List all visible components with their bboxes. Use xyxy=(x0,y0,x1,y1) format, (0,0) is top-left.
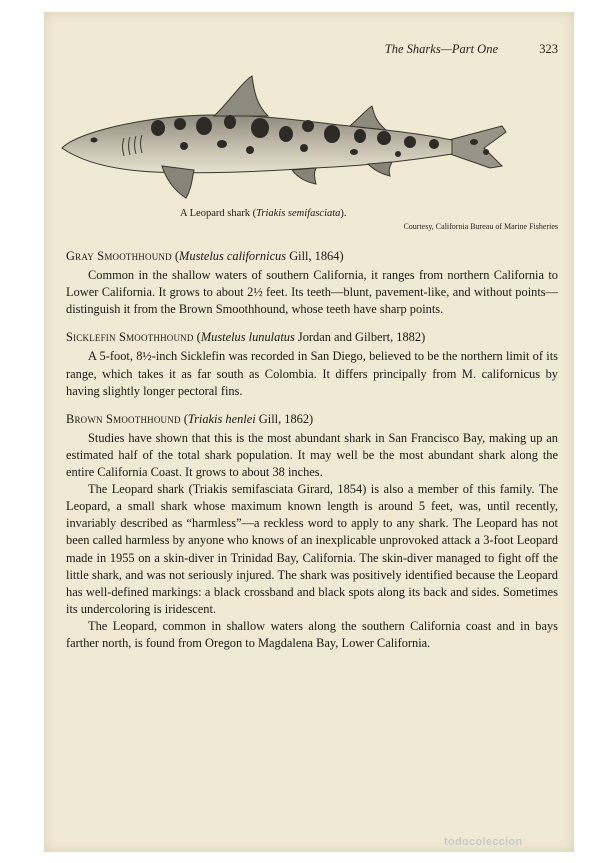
watermark: todocoleccion xyxy=(444,836,523,848)
first-dorsal-fin xyxy=(214,76,268,116)
page-header xyxy=(44,40,574,60)
caudal-fin xyxy=(449,126,506,168)
second-dorsal-fin xyxy=(350,106,386,130)
paragraph: A 5-foot, 8½-inch Sicklefin was recorded in San Diego, believed to be the northern limit of its range, which takes it as far south as Colombia. It differs principally from M. californicus by having slightly longer pectoral fins. xyxy=(66,349,558,398)
entry-heading-brown-smoothhound: Brown Smoothhound (Triakis henlei Gill, 1862) xyxy=(66,411,314,426)
page-number: 323 xyxy=(539,42,558,56)
running-title: The Sharks—Part One xyxy=(384,42,498,56)
pectoral-fin xyxy=(162,166,194,198)
figure-caption: A Leopard shark (Triakis semifasciata). xyxy=(180,208,347,219)
anal-fin xyxy=(368,162,392,176)
paragraph: Common in the shallow waters of southern California, it ranges from northern California to Lower California. It grows to about 2½ feet. Its teeth—blunt, pavement-like, and without points—distinguish it from the Brown Smoothhound, whose teeth have sharp points. xyxy=(66,268,558,317)
paragraph: The Leopard, common in shallow waters along the southern California coast and in bays farther north, is found from Oregon to Magdalena Bay, Lower California. xyxy=(66,618,558,650)
pelvic-fin xyxy=(292,168,316,184)
paragraph: The Leopard shark (Triakis semifasciata Girard, 1854) is also a member of this family. The Leopard, a small shark whose maximum known length is around 5 feet, was, until recently, invariably described as “harmless”—a reckless word to apply to any shark. The Leopard has not been called harmless by anyone who knows of an inexplicable unprovoked attack a 3-foot Leopard made in 1955 on a skin-diver in Trinidad Bay, California. The skin-diver managed to fight off the little shark, and was not seriously injured. The shark was positively identified because the Leopard has well-defined markings: a black crossband and black spots along its back and sides. Sometimes its undercoloring is iridescent. xyxy=(66,482,558,616)
paragraph: Studies have shown that this is the most abundant shark in San Francisco Bay, making up an estimated half of the total shark population. It may well be the most abundant shark along the entire California Coast. It grows to about 38 inches. xyxy=(66,430,558,480)
eye xyxy=(91,138,98,143)
body-text xyxy=(66,248,558,652)
book-page xyxy=(44,12,574,852)
leopard-shark-illustration xyxy=(54,62,514,202)
entry-heading-sicklefin-smoothhound: Sicklefin Smoothhound (Mustelus lunulatus Jordan and Gilbert, 1882) xyxy=(66,330,426,345)
entry-heading-gray-smoothhound: Gray Smoothhound (Mustelus californicus Gill, 1864) xyxy=(66,249,344,263)
figure-credit: Courtesy, California Bureau of Marine Fisheries xyxy=(403,222,558,231)
